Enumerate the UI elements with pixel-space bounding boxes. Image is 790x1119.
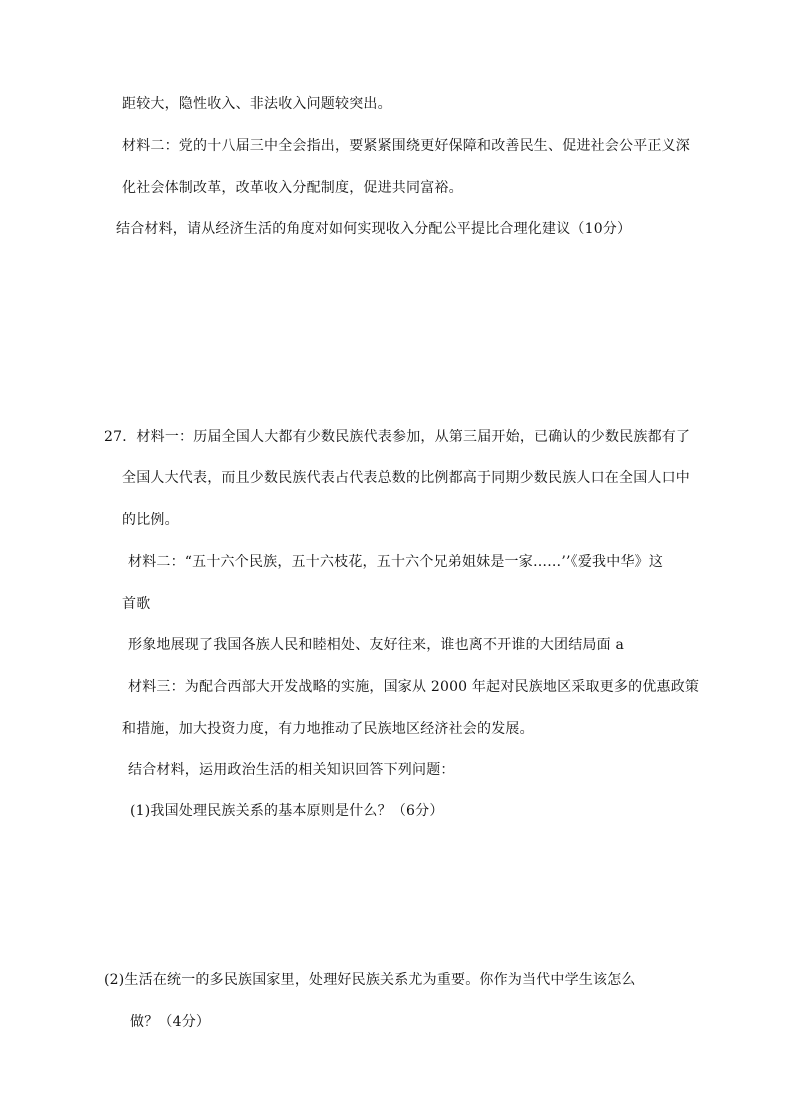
- q27-material2-line1: 材料二：“五十六个民族，五十六枝花，五十六个兄弟姐妹是一家……’’《爱我中华》这: [128, 554, 664, 570]
- q27-material1-line1: 27．材料一：历届全国人大都有少数民族代表参加，从第三届开始，已确认的少数民族都有了: [104, 429, 691, 445]
- q27-subquestion-2-line1: (2)生活在统一的多民族国家里，处理好民族关系尤为重要。你作为当代中学生该怎么: [104, 972, 636, 988]
- q27-material1-line2: 全国人大代表，而且少数民族代表占代表总数的比例都高于同期少数民族人口在全国人口中: [122, 470, 690, 486]
- q27-material2-line3: 形象地展现了我国各族人民和睦相处、友好往来，谁也离不开谁的大团结局面 a: [128, 637, 624, 653]
- q26-material2-line1: 材料二：党的十八届三中全会指出，要紧紧围绕更好保障和改善民生、促进社会公平正义深: [122, 138, 690, 154]
- q27-material3-line2: 和措施，加大投资力度，有力地推动了民族地区经济社会的发展。: [122, 721, 534, 737]
- q27-material2-line2: 首歌: [122, 596, 151, 612]
- q27-material1-line3: 的比例。: [122, 512, 179, 528]
- q26-prompt: 结合材料，请从经济生活的角度对如何实现收入分配公平提比合理化建议（10分）: [116, 221, 632, 237]
- q27-subquestion-2-line2: 做？（4分）: [130, 1014, 211, 1030]
- q27-instruction: 结合材料，运用政治生活的相关知识回答下列问题：: [128, 762, 455, 778]
- q26-material1-continuation: 距较大，隐性收入、非法收入问题较突出。: [122, 96, 392, 112]
- q27-subquestion-1: (1)我国处理民族关系的基本原则是什么？（6分）: [130, 803, 444, 819]
- q27-material3-line1: 材料三：为配合西部大开发战略的实施，国家从 2000 年起对民族地区采取更多的优惠政策: [128, 679, 700, 695]
- q26-material2-line2: 化社会体制改革，改革收入分配制度，促进共同富裕。: [122, 180, 463, 196]
